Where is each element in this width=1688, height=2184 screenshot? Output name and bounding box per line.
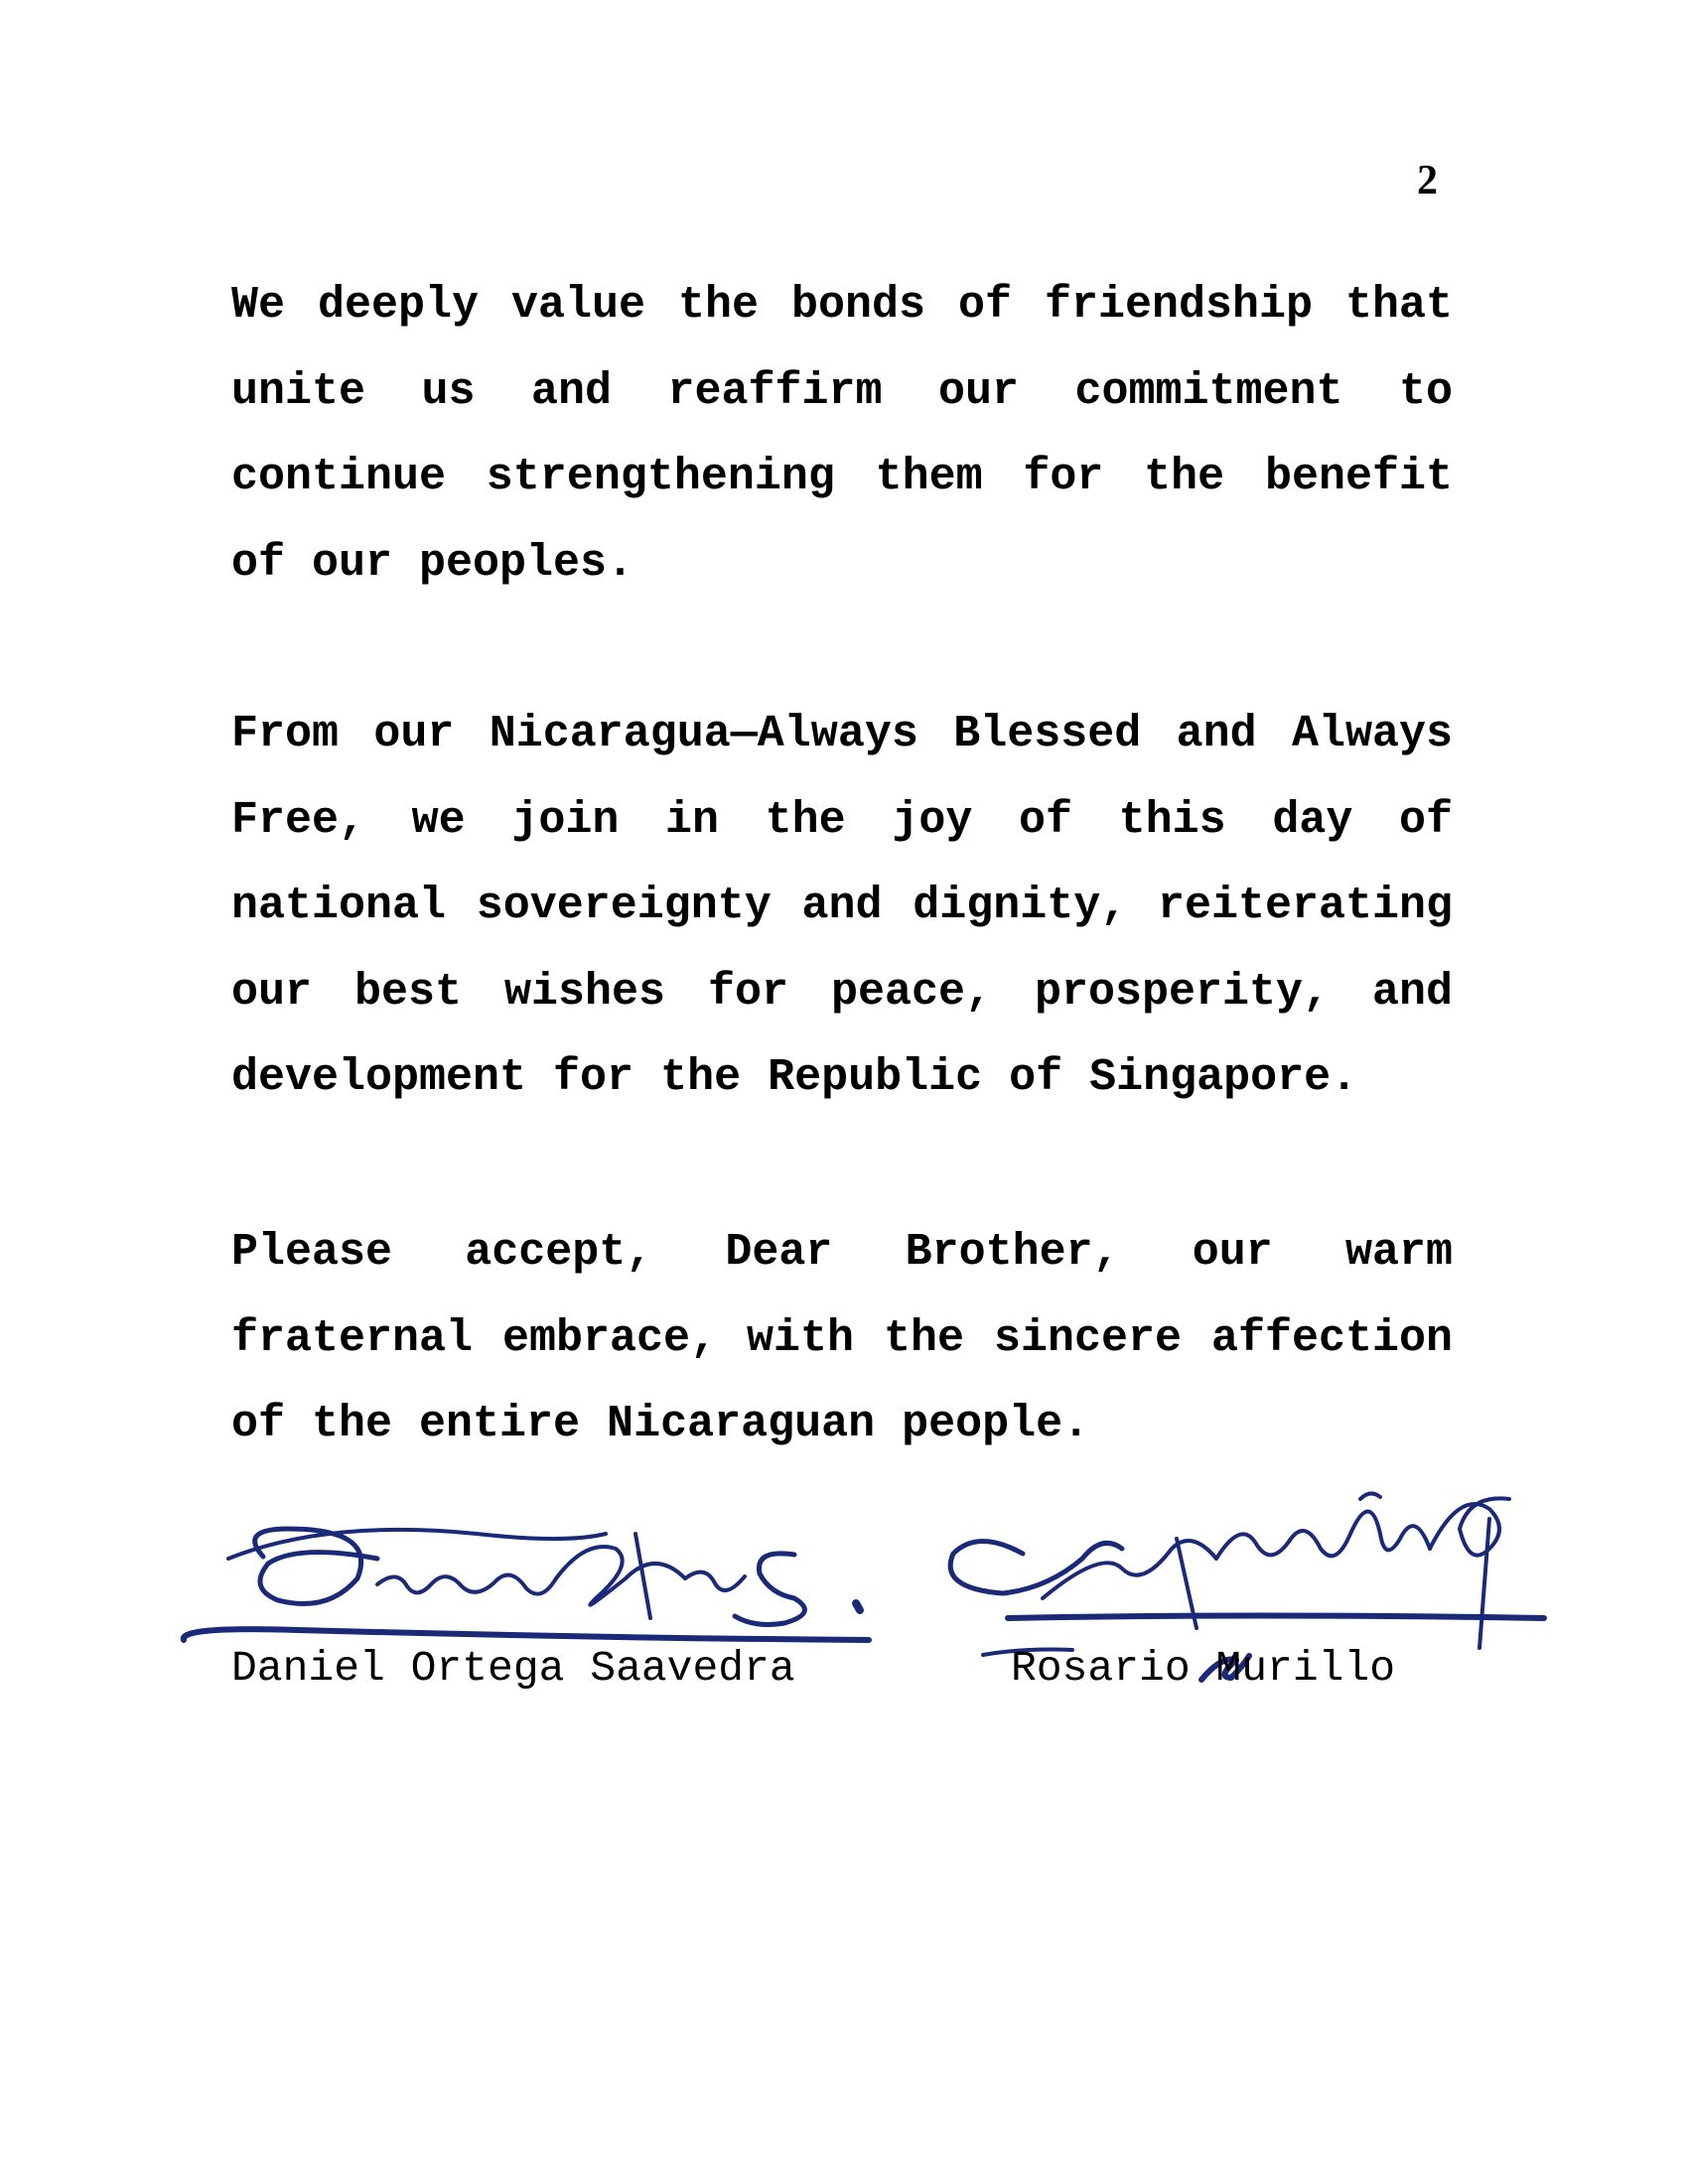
letter-paragraph-3 xyxy=(231,1210,1453,1468)
signature-stroke xyxy=(1479,1519,1489,1648)
signature-stroke xyxy=(950,1542,1122,1594)
signature-stroke xyxy=(635,1534,650,1618)
signature-underline-right xyxy=(1008,1616,1544,1619)
letter-paragraph-2 xyxy=(231,692,1453,1122)
paragraph-text: We deeply value the bonds of friendship that unite us and reaffirm our commitment to continue strengthening them for the benefit of our peoples. xyxy=(231,280,1453,589)
signature-daniel-ortega xyxy=(184,1529,869,1640)
signature-underline-left xyxy=(184,1629,869,1640)
page-number: 2 xyxy=(1417,158,1438,204)
paragraph-text: Please accept, Dear Brother, our warm fraternal embrace, with the sincere affection of the entire Nicaraguan people. xyxy=(231,1227,1453,1449)
signature-stroke xyxy=(255,1529,377,1604)
signature-stroke xyxy=(685,1572,745,1590)
signature-stroke xyxy=(377,1575,556,1594)
signature-stroke xyxy=(1430,1498,1509,1555)
signature-stroke xyxy=(1177,1539,1196,1628)
signature-stroke xyxy=(556,1547,685,1605)
signature-stroke xyxy=(1043,1541,1216,1598)
signature-stroke xyxy=(1360,1493,1380,1499)
signatory-name-right: Rosario Murillo xyxy=(1011,1644,1396,1693)
signature-stroke xyxy=(1216,1531,1350,1559)
letter-paragraph-1 xyxy=(231,263,1453,607)
paragraph-text: From our Nicaragua—Always Blessed and Always Free, we join in the joy of this day of national sovereignty and dignity, reiterating our best wishes for peace, prosperity, and development for the Republic of Singapore. xyxy=(231,709,1453,1103)
signature-stroke xyxy=(735,1554,804,1625)
signature-stroke xyxy=(856,1603,860,1610)
signatory-name-left: Daniel Ortega Saavedra xyxy=(231,1644,795,1693)
signature-stroke xyxy=(228,1530,606,1559)
signature-stroke xyxy=(1350,1512,1430,1551)
